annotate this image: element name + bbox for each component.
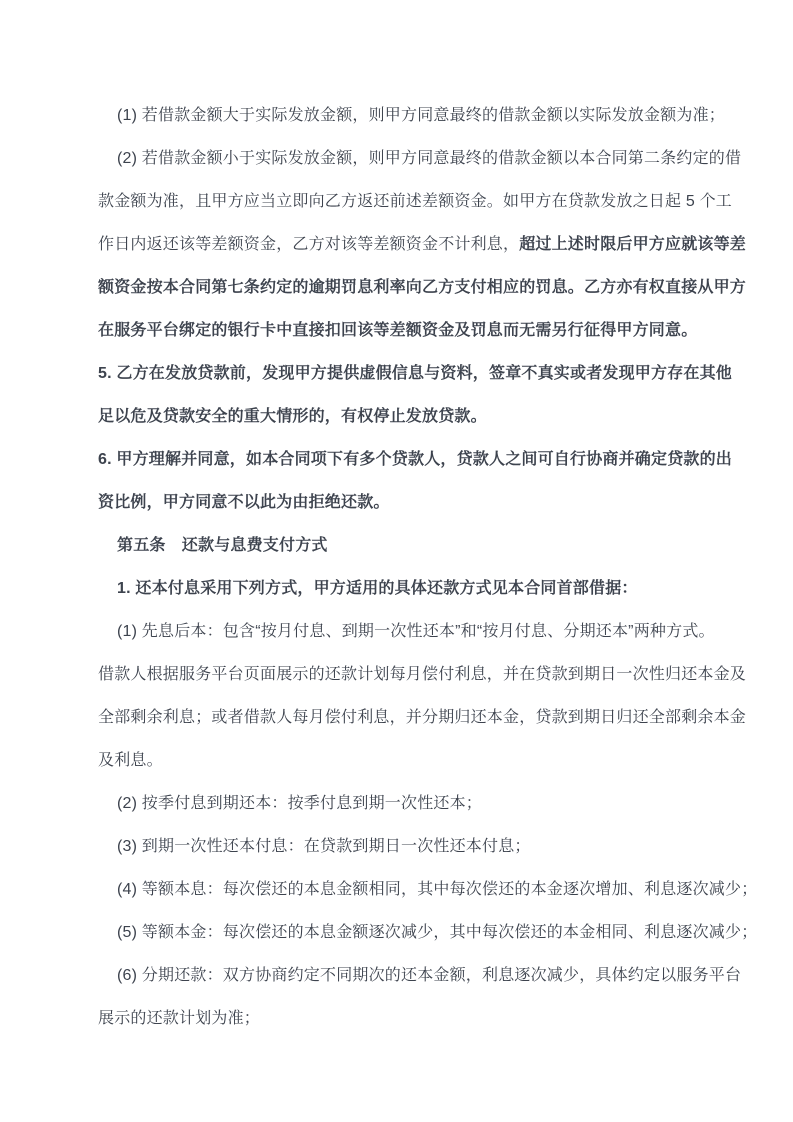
text-segment-bold: 第五条 还款与息费支付方式 [117, 537, 328, 554]
document-line [98, 997, 758, 1040]
document-line [98, 825, 758, 868]
text-segment-bold: 足以危及贷款安全的重大情形的，有权停止发放贷款。 [98, 408, 487, 425]
text-segment-bold: 资比例，甲方同意不以此为由拒绝还款。 [98, 494, 390, 511]
text-segment: 及利息。 [98, 752, 163, 769]
text-segment-bold: 5. 乙方在发放贷款前，发现甲方提供虚假信息与资料，签章不真实或者发现甲方存在其他 [98, 365, 732, 382]
text-segment-bold: 1. 还本付息采用下列方式，甲方适用的具体还款方式见本合同首部借据： [117, 580, 638, 597]
text-segment: 作日内返还该等差额资金，乙方对该等差额资金不计利息， [98, 236, 520, 253]
document-line [98, 223, 758, 266]
text-segment: 借款人根据服务平台页面展示的还款计划每月偿付利息，并在贷款到期日一次性归还本金及 [98, 666, 747, 683]
text-segment: (1) 若借款金额大于实际发放金额，则甲方同意最终的借款金额以实际发放金额为准； [117, 107, 726, 124]
text-segment: (5) 等额本金：每次偿还的本息金额逐次减少，其中每次偿还的本金相同、利息逐次减少； [117, 924, 758, 941]
document-line [98, 438, 758, 481]
text-segment: (2) 按季付息到期还本：按季付息到期一次性还本； [117, 795, 483, 812]
document-line [98, 653, 758, 696]
document-line [98, 954, 758, 997]
text-segment: (6) 分期还款：双方协商约定不同期次的还本金额，利息逐次减少，具体约定以服务平台 [117, 967, 742, 984]
document-line [98, 567, 758, 610]
text-segment: (1) 先息后本：包含“按月付息、到期一次性还本”和“按月付息、分期还本”两种方式。 [117, 623, 715, 640]
document-line [98, 180, 758, 223]
text-segment: 全部剩余利息；或者借款人每月偿付利息，并分期归还本金，贷款到期日归还全部剩余本金 [98, 709, 747, 726]
document-line [98, 524, 758, 567]
text-segment: (3) 到期一次性还本付息：在贷款到期日一次性还本付息； [117, 838, 531, 855]
text-segment: (2) 若借款金额小于实际发放金额，则甲方同意最终的借款金额以本合同第二条约定的借 [117, 150, 742, 167]
document-body [98, 94, 758, 1040]
document-line [98, 94, 758, 137]
text-segment-bold: 在服务平台绑定的银行卡中直接扣回该等差额资金及罚息而无需另行征得甲方同意。 [98, 322, 698, 339]
document-line [98, 309, 758, 352]
text-segment-bold: 6. 甲方理解并同意，如本合同项下有多个贷款人，贷款人之间可自行协商并确定贷款的出 [98, 451, 732, 468]
document-line [98, 266, 758, 309]
document-line [98, 868, 758, 911]
document-line [98, 352, 758, 395]
document-line [98, 782, 758, 825]
text-segment: 展示的还款计划为准； [98, 1010, 261, 1027]
document-line [98, 137, 758, 180]
document-line [98, 739, 758, 782]
document-line [98, 610, 758, 653]
text-segment-bold: 超过上述时限后甲方应就该等差 [519, 236, 747, 253]
document-line [98, 696, 758, 739]
text-segment: (4) 等额本息：每次偿还的本息金额相同，其中每次偿还的本金逐次增加、利息逐次减少； [117, 881, 758, 898]
document-line [98, 395, 758, 438]
document-line [98, 481, 758, 524]
text-segment: 款金额为准，且甲方应当立即向乙方返还前述差额资金。如甲方在贷款发放之日起 5 个工 [98, 193, 732, 210]
document-line [98, 911, 758, 954]
text-segment-bold: 额资金按本合同第七条约定的逾期罚息利率向乙方支付相应的罚息。乙方亦有权直接从甲方 [98, 279, 747, 296]
